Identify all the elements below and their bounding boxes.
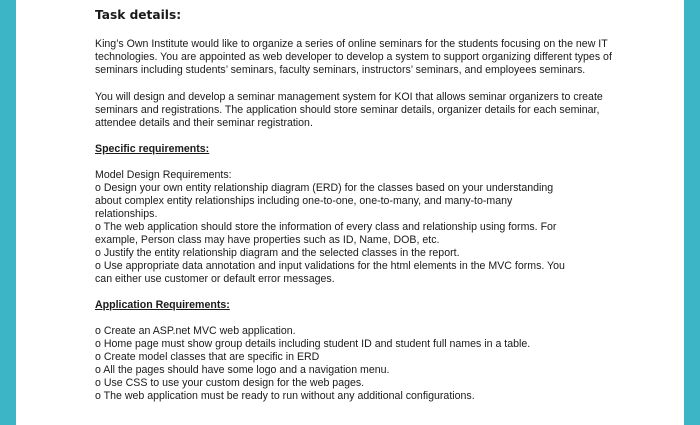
list-item: example, Person class may have properties such as ID, Name, DOB, etc. <box>95 234 440 246</box>
list-item: o Use CSS to use your custom design for the web pages. <box>95 377 365 389</box>
list-item: o All the pages should have some logo and a navigation menu. <box>95 364 390 376</box>
intro-paragraph-2: You will design and develop a seminar management system for KOI that allows seminar organizers to create seminars and registrations. The application should store seminar details, organizer details for each seminar, attendee details and their seminar registration. <box>95 91 603 129</box>
document-page <box>16 0 684 425</box>
specific-requirements-heading: Specific requirements: <box>95 143 210 155</box>
list-item: o Create model classes that are specific in ERD <box>95 351 320 363</box>
list-item: o Justify the entity relationship diagram and the selected classes in the report. <box>95 247 460 259</box>
list-item: o Create an ASP.net MVC web application. <box>95 325 296 337</box>
list-item: o The web application should store the information of every class and relationship using forms. For <box>95 221 557 233</box>
intro-paragraph-1: King’s Own Institute would like to organize a series of online seminars for the students focusing on the new IT technologies. You are appointed as web developer to develop a system to support organizing different types of seminars including students’ seminars, faculty seminars, instructors’ seminars, and employees seminars. <box>95 38 612 76</box>
application-requirements-list <box>95 325 684 403</box>
list-item: relationships. <box>95 208 158 220</box>
list-item: o Home page must show group details including student ID and student full names in a table. <box>95 338 531 350</box>
application-requirements-heading: Application Requirements: <box>95 299 230 311</box>
list-item: can either use customer or default error messages. <box>95 273 335 285</box>
model-design-subheading: Model Design Requirements: <box>95 169 232 181</box>
list-item: o Design your own entity relationship diagram (ERD) for the classes based on your understanding <box>95 182 554 194</box>
list-item: o Use appropriate data annotation and input validations for the html elements in the MVC forms. You <box>95 260 565 272</box>
model-design-block <box>95 169 684 286</box>
list-item: o The web application must be ready to run without any additional configurations. <box>95 390 475 402</box>
list-item: about complex entity relationships including one-to-one, one-to-many, and many-to-many <box>95 195 513 207</box>
task-details-title: Task details: <box>95 8 182 22</box>
